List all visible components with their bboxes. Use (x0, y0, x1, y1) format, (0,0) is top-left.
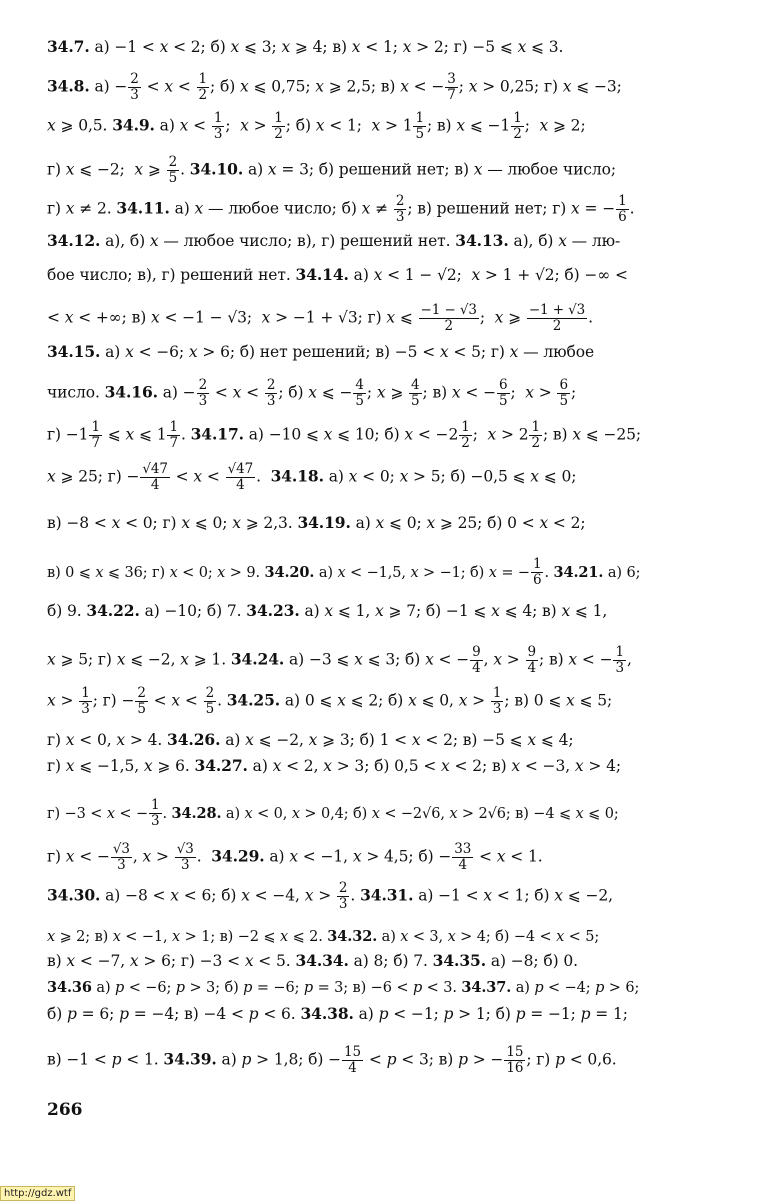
answer-line: г) x < − $\frac{√3}{3}$ , x > $\frac{√3}{3}$ . 34.29. а) x < −1, x > 4,5; б) − $\frac{33}{4}$ < x < 1. (47, 841, 543, 873)
answer-line: 34.15. а) x < −6; x > 6; б) нет решений; в) −5 < x < 5; г) x — любое (47, 342, 595, 361)
answer-line: x ⩾ 0,5. 34.9. а) x < $\frac{1}{3}$ ; x > $\frac{1}{2}$ ; б) x < 1; x > 1 $\frac{1}{5}$ ; в) x ⩽ −1 $\frac{1}{2}$ ; x ⩾ 2; (47, 110, 586, 142)
answer-line: б) 9. 34.22. а) −10; б) 7. 34.23. а) x ⩽ 1, x ⩾ 7; б) −1 ⩽ x ⩽ 4; в) x ⩽ 1, (47, 601, 608, 620)
answer-line: г) x ≠ 2. 34.11. а) x — любое число; б) x ≠ $\frac{2}{3}$ ; в) решений нет; г) x = − $\frac{1}{6}$ . (47, 193, 635, 225)
answer-line: в) −8 < x < 0; г) x ⩽ 0; x ⩾ 2,3. 34.19. а) x ⩽ 0; x ⩾ 25; б) 0 < x < 2; (47, 513, 586, 532)
answer-line: г) x ⩽ −2; x ⩾ $\frac{2}{5}$ . 34.10. а) x = 3; б) решений нет; в) x — любое число; (47, 154, 616, 186)
page-number: 266 (47, 1100, 83, 1120)
answer-line: x ⩾ 2; в) x < −1, x > 1; в) −2 ⩽ x ⩽ 2. 34.32. а) x < 3, x > 4; б) −4 < x < 5; (47, 928, 600, 945)
watermark-link[interactable]: http://gdz.wtf (0, 1186, 75, 1201)
answer-line: г) −1 $\frac{1}{7}$ ⩽ x ⩽ 1 $\frac{1}{7}$ . 34.17. а) −10 ⩽ x ⩽ 10; б) x < −2 $\frac{1}{2}$ ; x > 2 $\frac{1}{2}$ ; в) x ⩽ −25; (47, 419, 642, 451)
answer-line: бое число; в), г) решений нет. 34.14. а) x < 1 − √2; x > 1 + √2; б) −∞ < (47, 265, 628, 284)
answer-line: 34.30. а) −8 < x < 6; б) x < −4, x > $\frac{2}{3}$ . 34.31. а) −1 < x < 1; б) x ⩽ −2, (47, 880, 613, 912)
answer-line: < x < +∞; в) x < −1 − √3; x > −1 + √3; г) x ⩽ $\frac{-1 - √3}{2}$ ; x ⩾ $\frac{-1 + √3}{2}$ . (47, 302, 593, 334)
answer-line: г) x ⩽ −1,5, x ⩾ 6. 34.27. а) x < 2, x > 3; б) 0,5 < x < 2; в) x < −3, x > 4; (47, 756, 621, 775)
answer-line: в) 0 ⩽ x ⩽ 36; г) x < 0; x > 9. 34.20. а) x < −1,5, x > −1; б) x = − $\frac{1}{6}$ . 34.21. а) 6; (47, 556, 641, 588)
answer-line: 34.7. а) −1 < x < 2; б) x ⩽ 3; x ⩾ 4; в) x < 1; x > 2; г) −5 ⩽ x ⩽ 3. (47, 37, 564, 56)
answer-line: г) x < 0, x > 4. 34.26. а) x ⩽ −2, x ⩾ 3; б) 1 < x < 2; в) −5 ⩽ x ⩽ 4; (47, 730, 574, 749)
answer-line: 34.8. а) − $\frac{2}{3}$ < x < $\frac{1}{2}$ ; б) x ⩽ 0,75; x ⩾ 2,5; в) x < − $\frac{3}{7}$ ; x > 0,25; г) x ⩽ −3; (47, 71, 622, 103)
answer-line: 34.36 а) p < −6; p > 3; б) p = −6; p = 3; в) −6 < p < 3. 34.37. а) p < −4; p > 6; (47, 979, 640, 996)
answer-line: 34.12. а), б) x — любое число; в), г) решений нет. 34.13. а), б) x — лю- (47, 231, 621, 250)
answer-line: x ⩾ 5; г) x ⩽ −2, x ⩾ 1. 34.24. а) −3 ⩽ x ⩽ 3; б) x < − $\frac{9}{4}$ , x > $\frac{9}{4}$ ; в) x < − $\frac{1}{3}$ , (47, 644, 632, 676)
answer-line: б) p = 6; p = −4; в) −4 < p < 6. 34.38. а) p < −1; p > 1; б) p = −1; p = 1; (47, 1004, 628, 1023)
answer-line: г) −3 < x < − $\frac{1}{3}$ . 34.28. а) x < 0, x > 0,4; б) x < −2√6, x > 2√6; в) −4 ⩽ x ⩽ 0; (47, 797, 619, 829)
answer-line: в) −1 < p < 1. 34.39. а) p > 1,8; б) − $\frac{15}{4}$ < p < 3; в) p > − $\frac{15}{16}$ ; г) p < 0,6. (47, 1044, 617, 1076)
answer-line: x ⩾ 25; г) − $\frac{√47}{4}$ < x < $\frac{√47}{4}$ . 34.18. а) x < 0; x > 5; б) −0,5 ⩽ x ⩽ 0; (47, 461, 577, 493)
answer-line: число. 34.16. а) − $\frac{2}{3}$ < x < $\frac{2}{3}$ ; б) x ⩽ − $\frac{4}{5}$ ; x ⩾ $\frac{4}{5}$ ; в) x < − $\frac{6}{5}$ ; x > $\frac{6}{5}$ ; (47, 377, 577, 409)
answer-line: в) x < −7, x > 6; г) −3 < x < 5. 34.34. а) 8; б) 7. 34.35. а) −8; б) 0. (47, 951, 578, 970)
answer-line: x > $\frac{1}{3}$ ; г) − $\frac{2}{5}$ < x < $\frac{2}{5}$ . 34.25. а) 0 ⩽ x ⩽ 2; б) x ⩽ 0, x > $\frac{1}{3}$ ; в) 0 ⩽ x ⩽ 5; (47, 685, 613, 717)
